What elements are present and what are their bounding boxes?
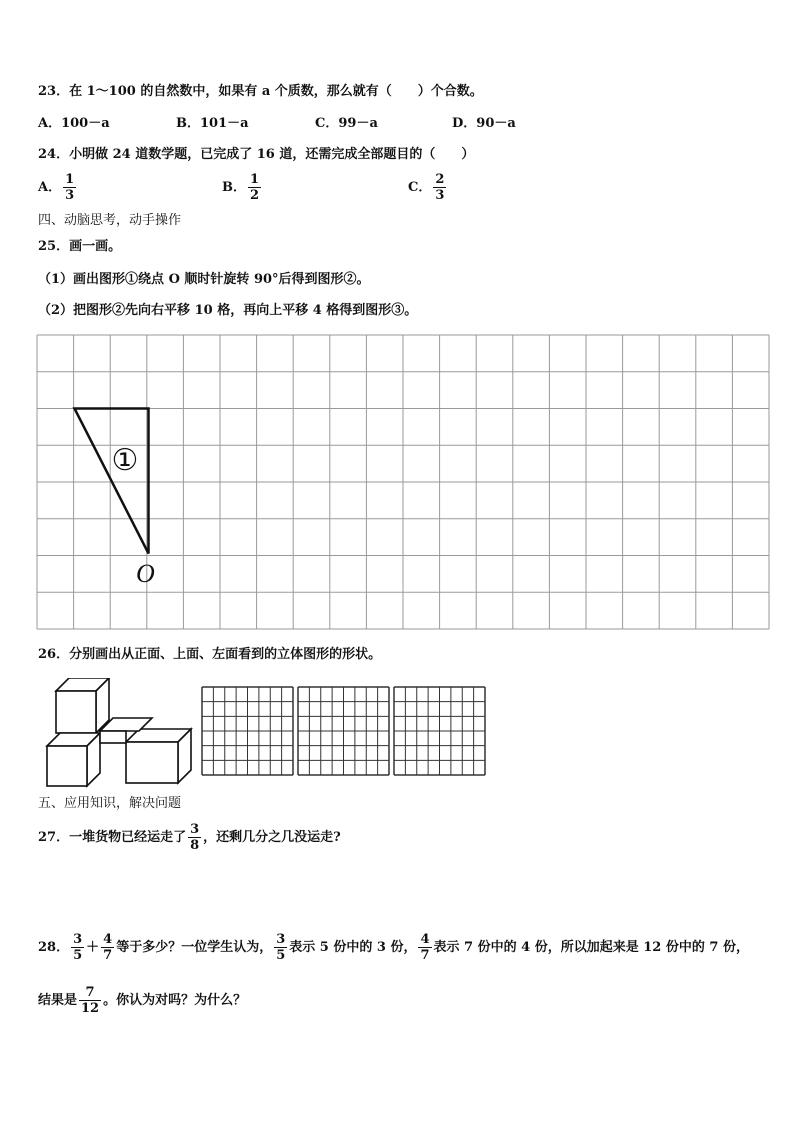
front-view-grid [201,686,294,776]
section-4-heading: 四、动脑思考，动手操作 [38,213,182,228]
q28-line-2: 结果是 $\frac{7}{12}$ 。你认为对吗？为什么？ [38,985,247,1016]
q25-text: 25．画一画。 [38,239,122,254]
q25-sub2: （2）把图形②先向右平移 10 格，再向上平移 4 格得到图形③。 [38,303,418,318]
q24-option-c [408,172,448,203]
q26-text: 26．分别画出从正面、上面、左面看到的立体图形的形状。 [38,647,382,662]
q23-option-a: A．100－a [38,116,110,131]
q24-option-b [222,172,263,203]
q28-fraction-3: $\frac{3}{5}$ [276,932,286,963]
left-view-grid [393,686,486,776]
q23-option-b: B．101－a [176,116,249,131]
point-o-label: O [136,559,155,588]
q28-line-1: 28． $\frac{3}{5}$ ＋ $\frac{4}{7}$ 等于多少？一位学生认为， $\frac{3}{5}$ 表示 5 份中的 3 份， $\frac{4}{7}$ 表示 7 份中的 4 份，所以加起来是 12 份中的 7 份， [38,932,749,963]
q24-option-c-label: C． [408,180,432,195]
q28-fraction-4: $\frac{4}{7}$ [420,932,430,963]
q24-option-a-label: A． [38,180,62,195]
shape-1-triangle [75,409,149,554]
section-5-heading: 五、应用知识，解决问题 [38,796,182,811]
q24-option-b-label: B． [222,180,246,195]
q28-fraction-5: $\frac{7}{12}$ [81,985,100,1016]
top-view-grid [297,686,390,776]
q27-text: 27．一堆货物已经运走了 $\frac{3}{8}$ ，还剩几分之几没运走? [38,822,341,853]
q24-option-a-fraction: $\frac{1}{3}$ [65,172,75,203]
q25-grid [36,334,770,630]
q28-fraction-1: $\frac{3}{5}$ [73,932,83,963]
q26-cube-figure [44,678,194,788]
q24-text: 24．小明做 24 道数学题，已完成了 16 道，还需完成全部题目的（ ） [38,147,475,162]
q28-fraction-2: $\frac{4}{7}$ [103,932,113,963]
q23-option-c: C．99－a [315,116,378,131]
shape-1-label: ① [111,443,139,478]
q23-option-d: D．90－a [452,116,516,131]
q24-option-c-fraction: $\frac{2}{3}$ [435,172,445,203]
q23-text: 23．在 1～100 的自然数中，如果有 a 个质数，那么就有（ ）个合数。 [38,84,483,99]
q27-fraction: $\frac{3}{8}$ [190,822,200,853]
q24-option-a [38,172,78,203]
q25-sub1: （1）画出图形①绕点 O 顺时针旋转 90°后得到图形②。 [38,272,370,287]
q24-option-b-fraction: $\frac{1}{2}$ [250,172,260,203]
